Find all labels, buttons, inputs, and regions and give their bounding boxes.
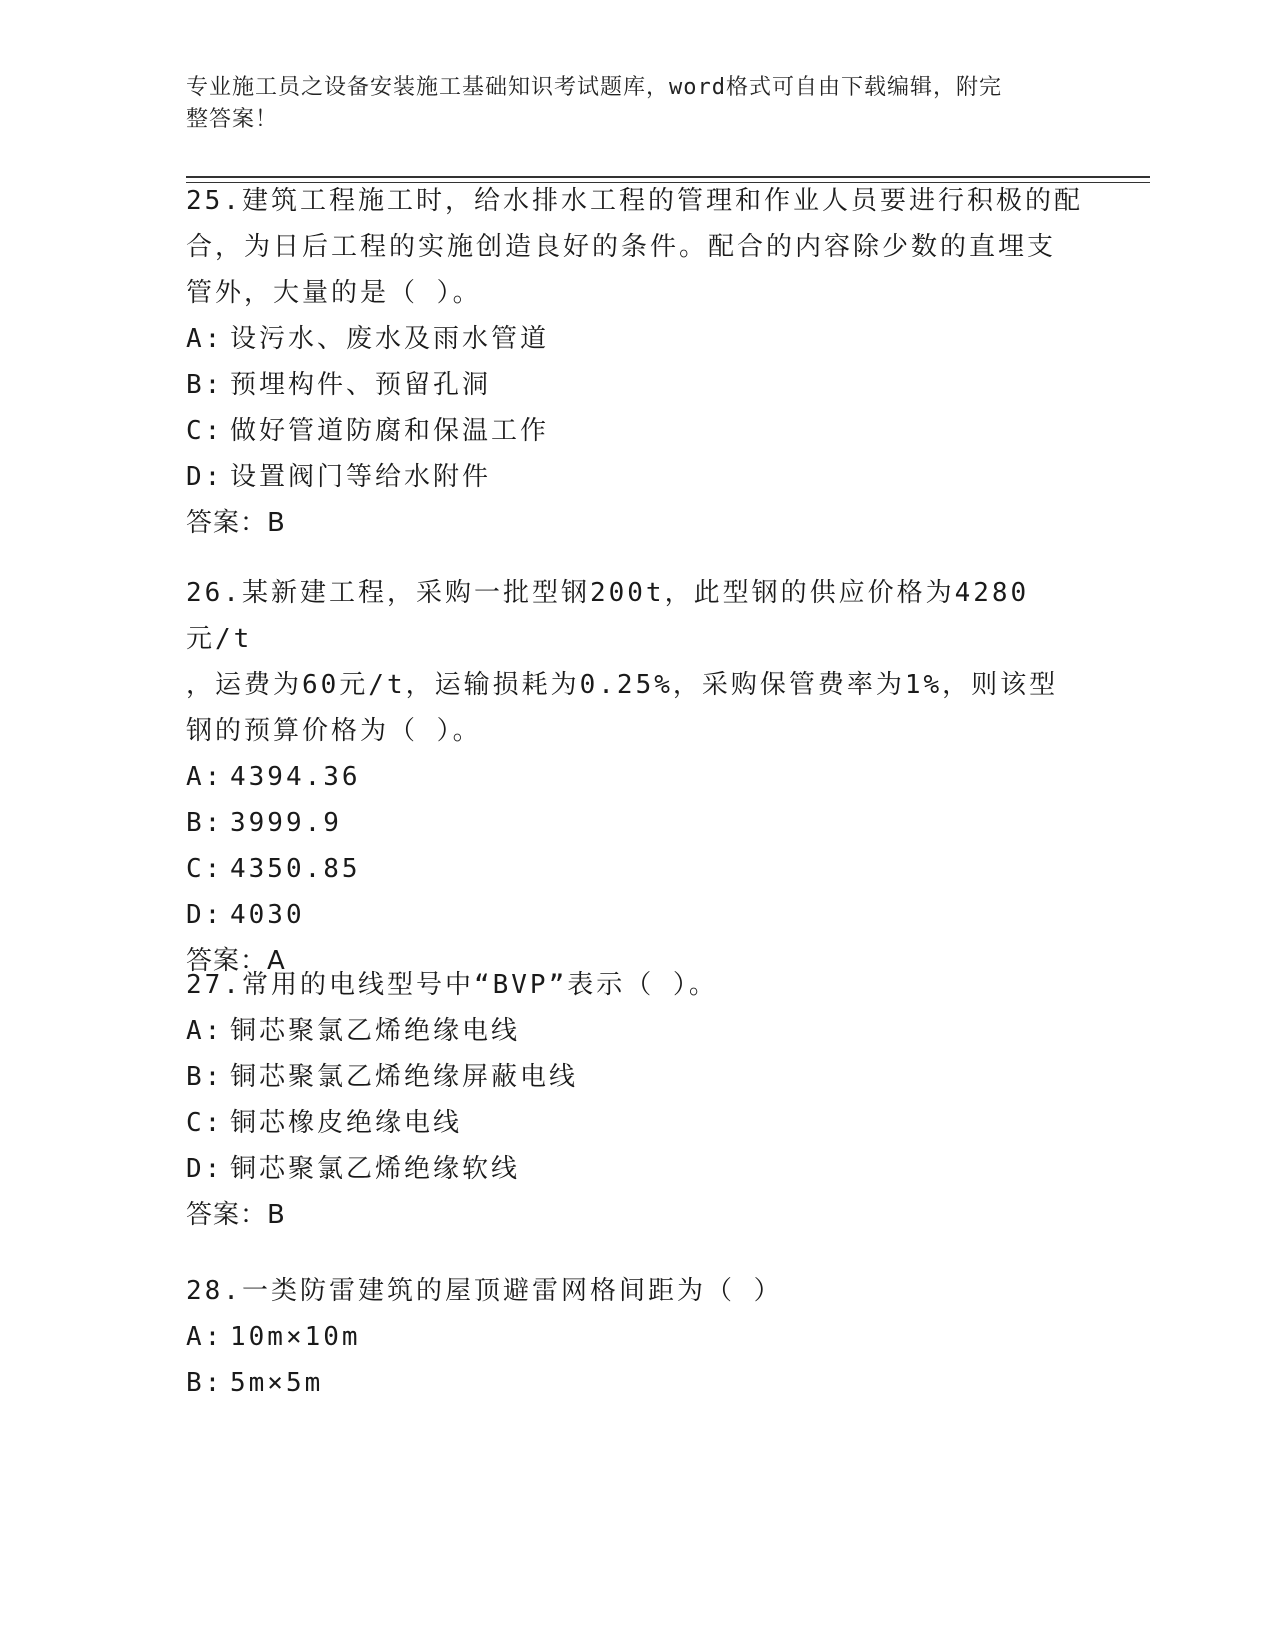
answer-label: 答案：A (186, 946, 286, 976)
header-line-1: 专业施工员之设备安装施工基础知识考试题库，word格式可自由下载编辑，附完 (186, 75, 1002, 100)
answer-label: 答案：B (186, 1200, 286, 1230)
option-a: A: 10m×10m (186, 1322, 361, 1352)
question-text-line: 管外，大量的是（ ）。 (186, 278, 482, 308)
document-header (186, 72, 1066, 136)
question-27 (186, 962, 1086, 1238)
option-d: D: 铜芯聚氯乙烯绝缘软线 (186, 1154, 521, 1184)
option-c: C: 做好管道防腐和保温工作 (186, 416, 550, 446)
question-text-line: 26.某新建工程，采购一批型钢200t，此型钢的供应价格为4280元/t (186, 578, 1030, 654)
question-26 (186, 570, 1086, 984)
question-text-line: 27.常用的电线型号中“BVP”表示（ ）。 (186, 970, 718, 1000)
question-25 (186, 178, 1086, 546)
question-text-line: 25.建筑工程施工时，给水排水工程的管理和作业人员要进行积极的配 (186, 186, 1083, 216)
option-a: A: 4394.36 (186, 762, 361, 792)
answer-label: 答案：B (186, 508, 286, 538)
question-text-line: 合，为日后工程的实施创造良好的条件。配合的内容除少数的直埋支 (186, 232, 1057, 262)
header-line-2: 整答案！ (186, 107, 279, 132)
question-text-line: 钢的预算价格为（ ）。 (186, 716, 482, 746)
option-c: C: 4350.85 (186, 854, 361, 884)
option-b: B: 预埋构件、预留孔洞 (186, 370, 492, 400)
option-c: C: 铜芯橡皮绝缘电线 (186, 1108, 463, 1138)
option-a: A: 铜芯聚氯乙烯绝缘电线 (186, 1016, 521, 1046)
question-text-line: 28.一类防雷建筑的屋顶避雷网格间距为（ ） (186, 1276, 783, 1306)
question-28 (186, 1268, 1086, 1406)
option-b: B: 3999.9 (186, 808, 342, 838)
option-b: B: 铜芯聚氯乙烯绝缘屏蔽电线 (186, 1062, 579, 1092)
option-b: B: 5m×5m (186, 1368, 324, 1398)
option-d: D: 设置阀门等给水附件 (186, 462, 492, 492)
option-d: D: 4030 (186, 900, 305, 930)
option-a: A: 设污水、废水及雨水管道 (186, 324, 550, 354)
question-text-line: ，运费为60元/t，运输损耗为0.25%，采购保管费率为1%，则该型 (186, 670, 1059, 700)
